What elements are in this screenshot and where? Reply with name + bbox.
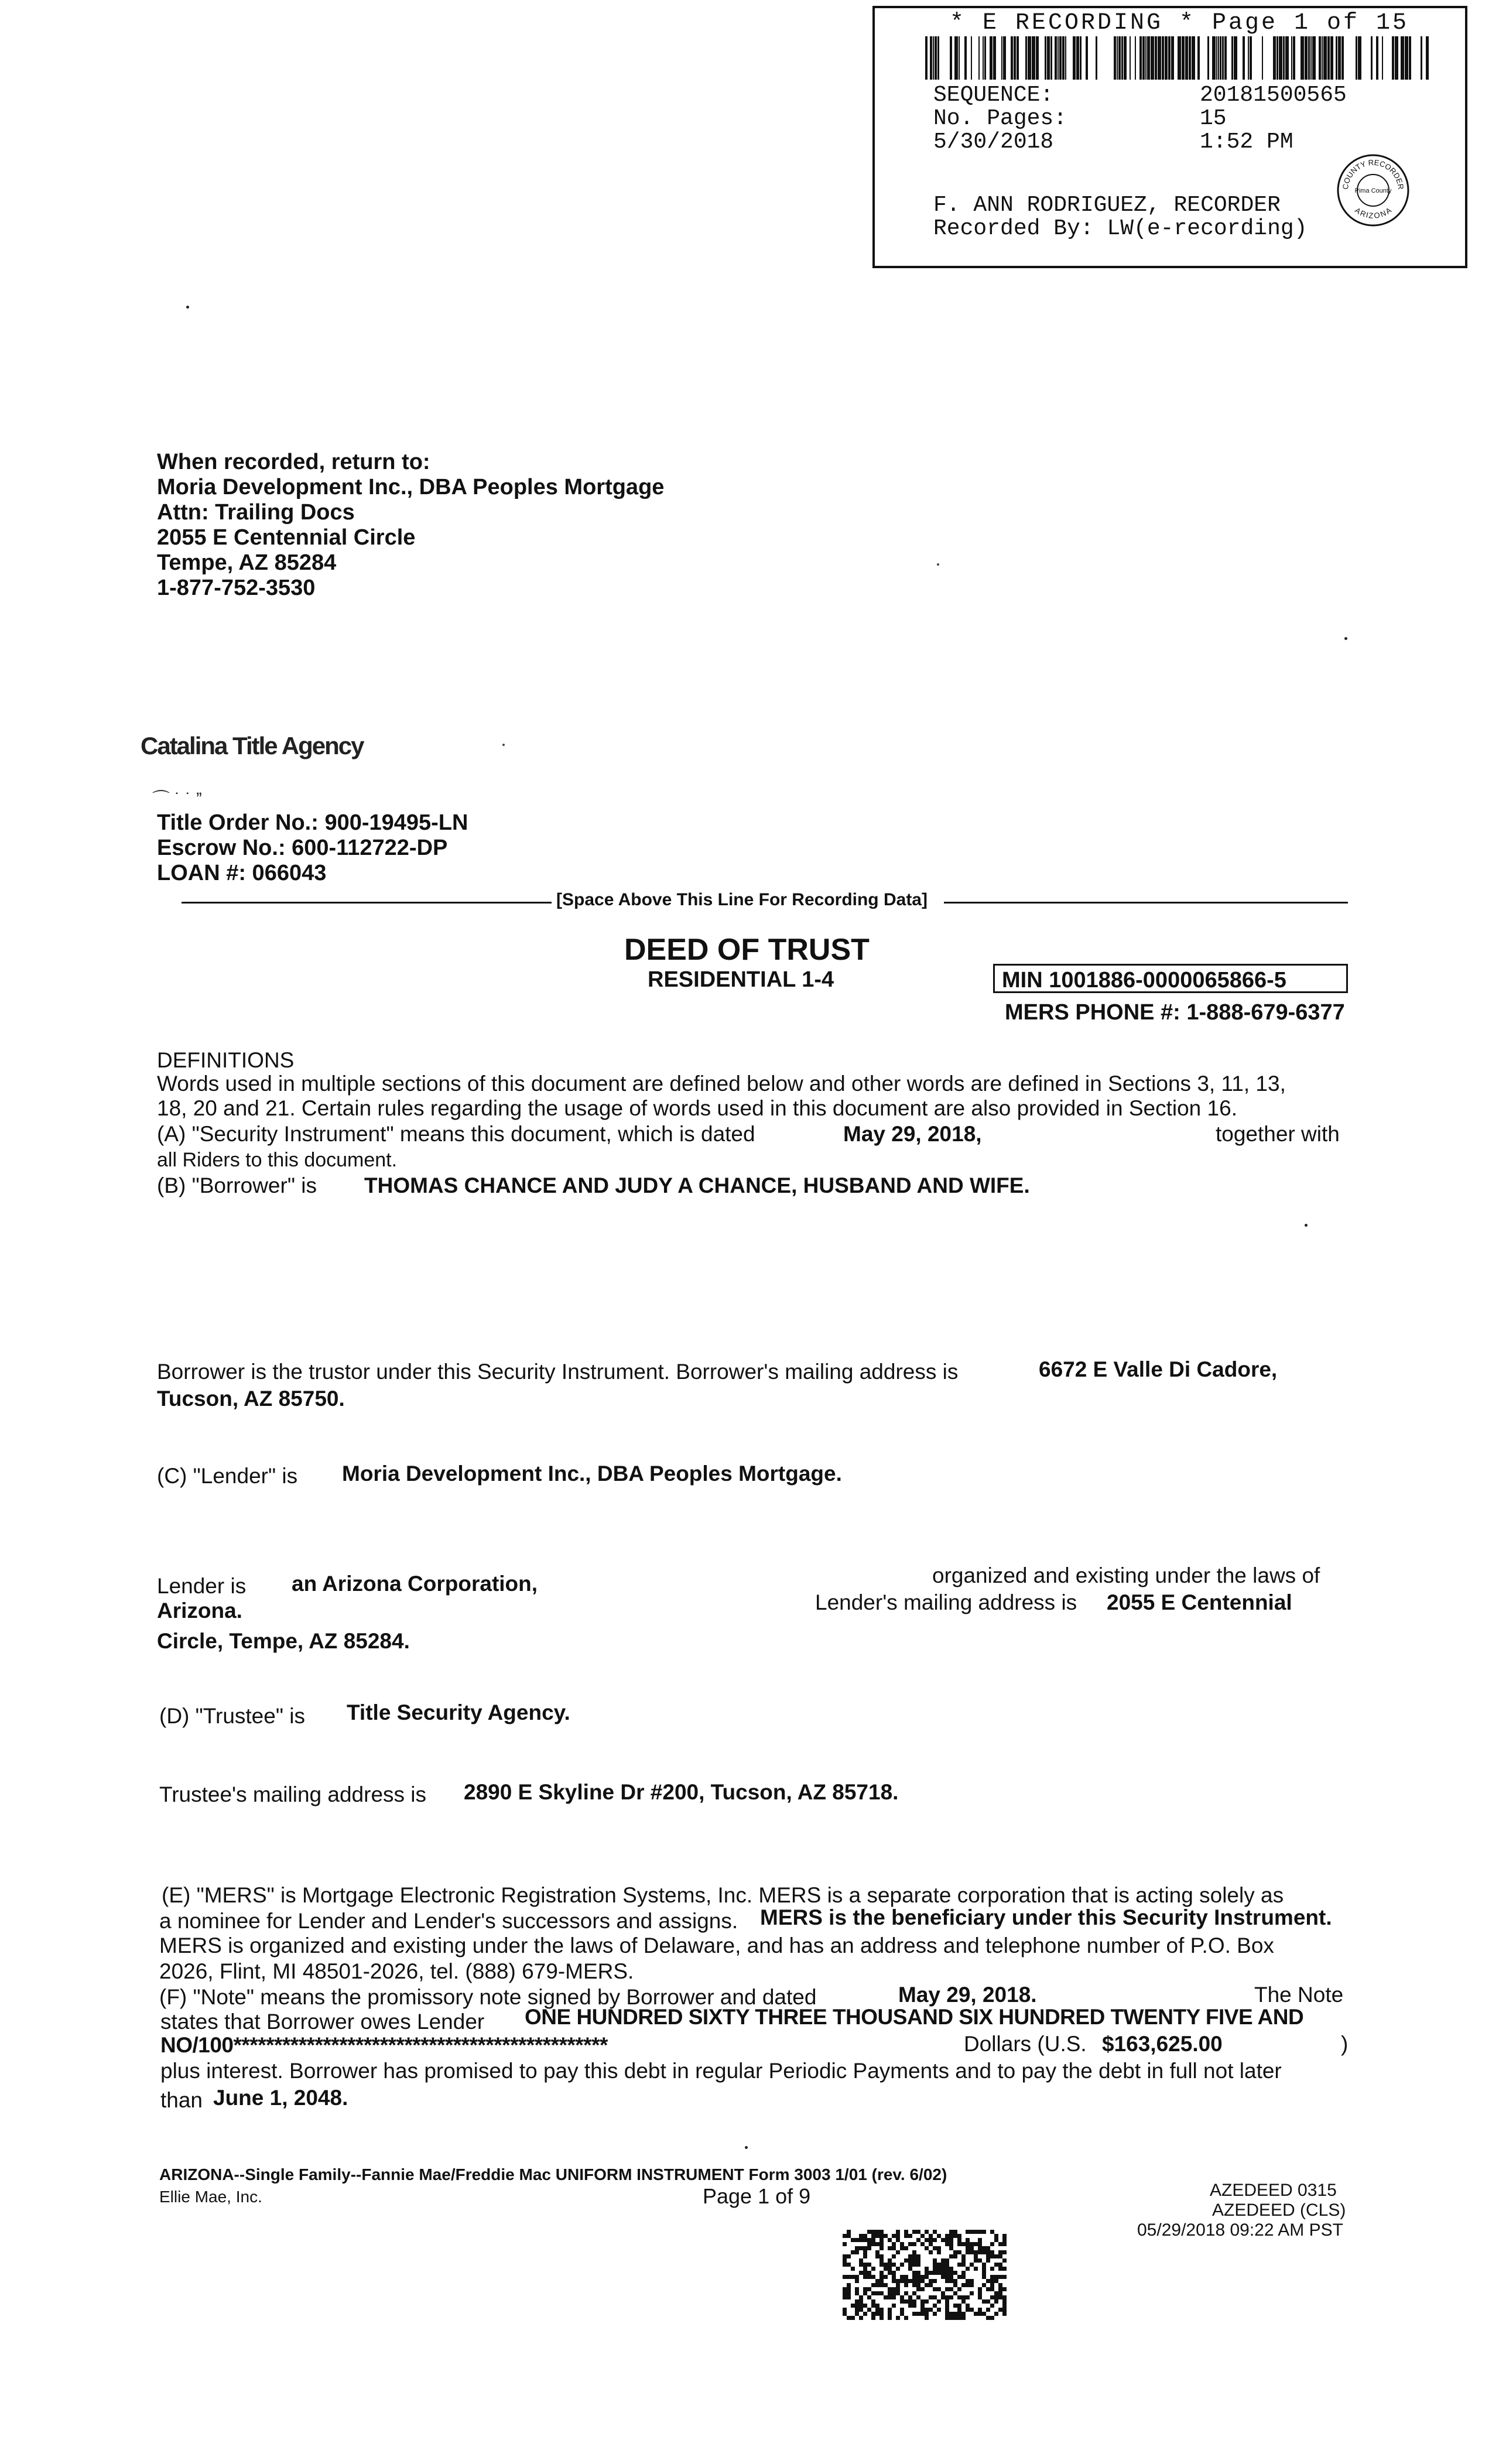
footer-form-line: ARIZONA--Single Family--Fannie Mae/Freddie Mac UNIFORM INSTRUMENT Form 3003 1/01 (rev. 6/02) [159,2165,947,2184]
maturity-date: June 1, 2048. [213,2086,348,2110]
loan-number: LOAN #: 066043 [157,861,327,885]
min-number: MIN 1001886-0000065866-5 [1002,968,1286,993]
min-box [993,964,1348,993]
footer-form-code: AZEDEED (CLS) [1212,2201,1346,2220]
definition-f-line: plus interest. Borrower has promised to pay this debt in regular Periodic Payments and to pay the debt in full not later [160,2059,1282,2083]
pages-value: 15 [1200,106,1227,131]
mers-beneficiary-statement: MERS is the beneficiary under this Security Instrument. [760,1905,1332,1929]
scan-speck [186,306,189,309]
seal-center-text: Pima County [1354,187,1392,194]
return-to-heading: When recorded, return to: [157,450,430,474]
lender-name: Moria Development Inc., DBA Peoples Mortgage. [342,1462,842,1486]
definition-f-than: than [160,2088,203,2112]
loan-amount-figure: $163,625.00 [1102,2032,1223,2056]
scan-speck [745,2146,748,2149]
seal-bottom-text: ARIZONA [1353,206,1393,220]
definition-d-text: (D) "Trustee" is [159,1704,305,1728]
footer-page-number: Page 1 of 9 [703,2184,811,2208]
title-order-number: Title Order No.: 900-19495-LN [157,810,468,835]
space-line-right-rule [944,902,1348,904]
space-line-left-rule [182,902,552,904]
definition-f-line: states that Borrower owes Lender [160,2010,485,2034]
lender-type: an Arizona Corporation, [292,1572,538,1596]
recording-time: 1:52 PM [1200,129,1293,155]
return-to-line: 2055 E Centennial Circle [157,525,416,550]
county-recorder-seal [1335,152,1411,228]
recorder-name: F. ANN RODRIGUEZ, RECORDER [933,193,1281,218]
definition-b-text: (B) "Borrower" is [157,1173,317,1197]
scan-speck [1344,637,1347,640]
definitions-intro-line: 18, 20 and 21. Certain rules regarding the usage of words used in this document are also provided in Section 16. [157,1096,1237,1120]
scan-speck [937,563,939,566]
return-to-line: 1-877-752-3530 [157,576,316,600]
definition-e-line: MERS is organized and existing under the laws of Delaware, and has an address and telephone number of P.O. Box [159,1933,1274,1957]
recording-barcode [925,36,1429,80]
definitions-heading: DEFINITIONS [157,1048,295,1072]
definitions-intro-line: Words used in multiple sections of this document are defined below and other words are defined in Sections 3, 11, 13, [157,1072,1286,1096]
lender-is-label: Lender is [157,1574,247,1598]
borrower-names: THOMAS CHANCE AND JUDY A CHANCE, HUSBAND AND WIFE. [364,1173,1030,1197]
lender-state: Arizona. [157,1599,242,1623]
loan-amount-fill: NO/100********************************************** [160,2033,608,2057]
title-agency-stamp: Catalina Title Agency [141,732,364,759]
note-date: May 29, 2018. [898,1983,1037,2007]
footer-timestamp: 05/29/2018 09:22 AM PST [1137,2220,1343,2240]
document-subtitle: RESIDENTIAL 1-4 [648,967,834,992]
trustor-text: Borrower is the trustor under this Security Instrument. Borrower's mailing address is [157,1360,959,1384]
trustee-name: Title Security Agency. [347,1700,570,1724]
mers-phone: MERS PHONE #: 1-888-679-6377 [1005,1000,1345,1025]
definition-e-line: a nominee for Lender and Lender's successors and assigns. [159,1909,738,1933]
seal-top-text: COUNTY RECORDER [1340,158,1406,190]
footer-form-code: AZEDEED 0315 [1210,2181,1337,2200]
trustor-address-line1: 6672 E Valle Di Cadore, [1039,1357,1278,1381]
space-above-line-label: [Space Above This Line For Recording Data] [556,890,928,909]
lender-address-line2: Circle, Tempe, AZ 85284. [157,1629,410,1653]
stamp-marks: ⌒ ˙ ˙ ˮ [152,790,202,809]
document-2d-barcode [841,2230,1008,2320]
trustor-address-line2: Tucson, AZ 85750. [157,1387,345,1411]
trustee-mailing-label: Trustee's mailing address is [159,1782,427,1806]
trustee-address: 2890 E Skyline Dr #200, Tucson, AZ 85718. [464,1780,899,1804]
return-to-line: Tempe, AZ 85284 [157,550,337,575]
pages-label: No. Pages: [933,106,1067,131]
definition-c-text: (C) "Lender" is [157,1464,298,1488]
lender-mailing-label: Lender's mailing address is [815,1590,1077,1614]
lender-organized-text: organized and existing under the laws of [932,1563,1320,1587]
definition-a-line2: all Riders to this document. [157,1149,398,1171]
definition-a-date: May 29, 2018, [843,1122,982,1146]
definition-f-text: (F) "Note" means the promissory note signed by Borrower and dated [159,1985,817,2009]
loan-amount-words: ONE HUNDRED SIXTY THREE THOUSAND SIX HUNDRED TWENTY FIVE AND [525,2005,1304,2029]
scan-speck [1305,1224,1308,1227]
definition-f-tail: The Note [1254,1983,1344,2007]
document-title: DEED OF TRUST [624,933,870,967]
sequence-label: SEQUENCE: [933,83,1054,108]
scan-speck [502,744,505,746]
recording-stamp-box [872,6,1467,268]
definition-a-text: (A) "Security Instrument" means this document, which is dated [157,1122,755,1146]
footer-vendor: Ellie Mae, Inc. [159,2188,262,2206]
dollars-label: Dollars (U.S. [964,2032,1087,2056]
return-to-line: Moria Development Inc., DBA Peoples Mortgage [157,475,665,499]
lender-address-line1: 2055 E Centennial [1107,1590,1292,1614]
escrow-number: Escrow No.: 600-112722-DP [157,836,448,860]
definition-e-line: 2026, Flint, MI 48501-2026, tel. (888) 679-MERS. [159,1959,634,1983]
svg-text:ARIZONA [1353,206,1393,220]
recording-title: * E RECORDING * Page 1 of 15 [949,10,1409,36]
sequence-value: 20181500565 [1200,83,1347,108]
recording-date: 5/30/2018 [933,129,1054,155]
recorded-by: Recorded By: LW(e-recording) [933,216,1308,241]
return-to-line: Attn: Trailing Docs [157,500,355,525]
definition-a-tail: together with [1216,1122,1340,1146]
definition-e-line: (E) "MERS" is Mortgage Electronic Registration Systems, Inc. MERS is a separate corporation that is acting solely as [162,1883,1284,1907]
closing-paren: ) [1341,2032,1349,2056]
